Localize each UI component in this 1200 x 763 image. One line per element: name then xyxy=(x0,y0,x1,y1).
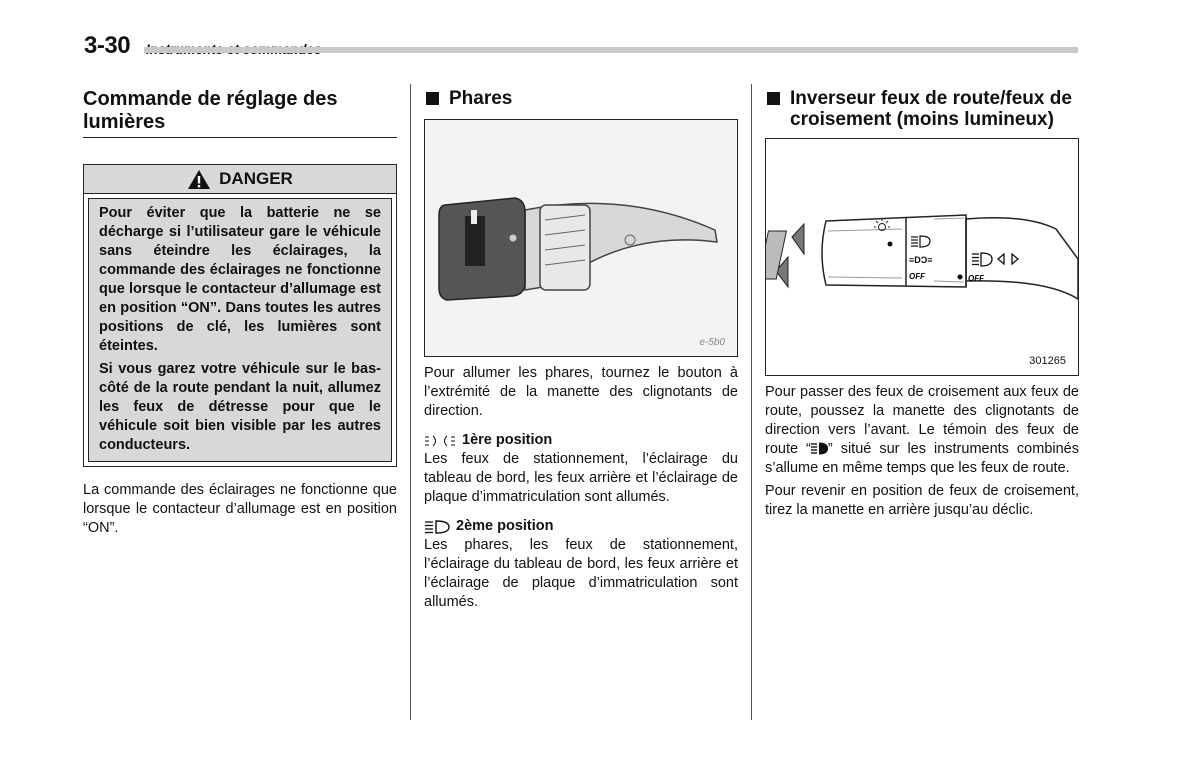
position-2-heading xyxy=(424,517,738,536)
page-number: 3-30 xyxy=(84,32,131,59)
column-divider-1 xyxy=(410,84,411,720)
figure-off-label-1: OFF xyxy=(909,272,925,281)
headlight-icon xyxy=(424,520,450,534)
square-bullet-icon xyxy=(426,92,439,105)
headlight-switch-illustration xyxy=(425,120,737,356)
paragraph-1-start: Pour passer des feux de croisement aux feux de route, poussez la manette des clignotants de direction vers l’avant. Le témoin des feux de route “ xyxy=(765,384,1079,457)
figure-label: e-5b0 xyxy=(699,337,725,348)
position-1-label: 1ère position xyxy=(462,432,553,448)
position-1-heading xyxy=(424,431,738,450)
figure-label: 301265 xyxy=(1029,355,1066,367)
column-2 xyxy=(424,88,738,612)
danger-box xyxy=(83,164,397,467)
dimmer-switch-illustration xyxy=(766,139,1078,375)
phares-heading xyxy=(424,88,738,109)
danger-label: DANGER xyxy=(219,169,293,188)
phares-intro: Pour allumer les phares, tournez le bouton à l’extrémité de la manette des clignotants de direction. xyxy=(424,365,738,419)
position-1-text: Les feux de stationnement, l’éclairage du tableau de bord, les feux arrière et l’éclairage de plaque d’immatriculation sont allumés. xyxy=(424,451,738,505)
position-2-text: Les phares, les feux de stationnement, l’éclairage du tableau de bord, les feux arrière et l’éclairage de plaque d’immatriculation sont allumés. xyxy=(424,537,738,610)
main-heading: Commande de réglage des lumières xyxy=(83,88,397,138)
parking-light-icon xyxy=(424,435,456,447)
phares-heading-text: Phares xyxy=(449,88,513,109)
danger-body xyxy=(88,198,392,462)
header-rule xyxy=(144,47,1078,53)
position-2-label: 2ème position xyxy=(456,518,554,534)
inverseur-heading xyxy=(765,88,1079,130)
paragraph-1-end: ” situé sur les instruments combinés s’allume en même temps que les feux de route. xyxy=(765,441,1079,476)
high-beam-icon xyxy=(811,442,828,455)
column-3 xyxy=(765,88,1079,520)
inverseur-paragraph-1 xyxy=(765,383,1079,478)
column-divider-2 xyxy=(751,84,752,720)
inverseur-heading-text: Inverseur feux de route/feux de croisement (moins lumineux) xyxy=(790,88,1072,130)
warning-triangle-icon xyxy=(187,169,211,190)
svg-text:≡DƆ≡: ≡DƆ≡ xyxy=(909,255,933,265)
inverseur-paragraph-2: Pour revenir en position de feux de croisement, tirez la manette en arrière jusqu’au déclic. xyxy=(765,483,1079,518)
danger-header xyxy=(84,165,396,194)
square-bullet-icon xyxy=(767,92,780,105)
figure-off-label-2: OFF xyxy=(968,274,984,283)
danger-paragraph-1: Pour éviter que la batterie ne se décharge si l’utilisateur gare le véhicule sans éteindre les éclairages, la commande des éclairages ne fonctionne que lorsque le contacteur d’allumage est en position “ON”. Dans toutes les autres positions de clé, les lumières sont éteintes. xyxy=(99,205,381,354)
body-text: La commande des éclairages ne fonctionne que lorsque le contacteur d’allumage est en position “ON”. xyxy=(83,482,397,536)
page-header xyxy=(84,30,1078,60)
danger-paragraph-2: Si vous garez votre véhicule sur le bas-côté de la route pendant la nuit, allumez les feux de détresse pour que le véhicule soit bien visible par les autres conducteurs. xyxy=(99,361,381,453)
headlight-switch-figure xyxy=(424,119,738,357)
dimmer-switch-figure xyxy=(765,138,1079,376)
column-1 xyxy=(83,88,397,538)
